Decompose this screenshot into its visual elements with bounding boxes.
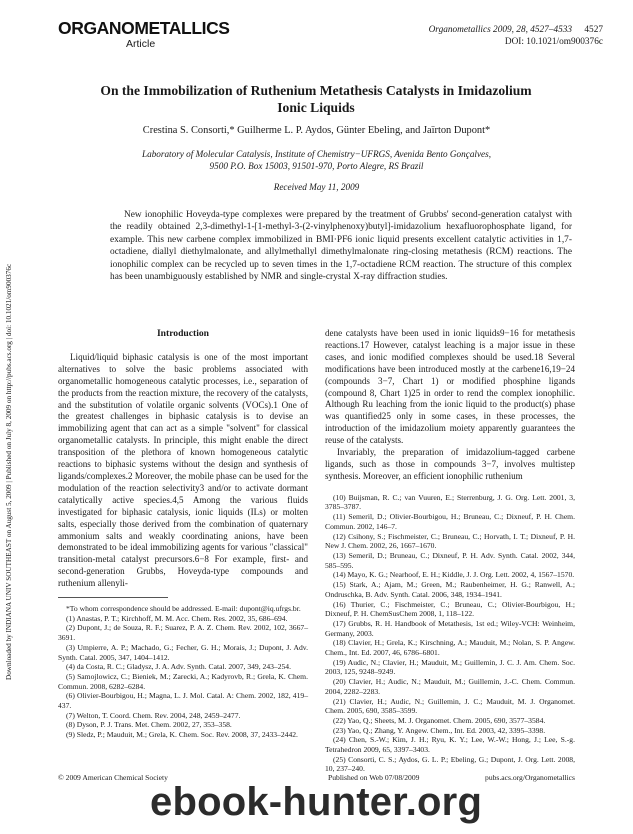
reference-item: (22) Yao, Q.; Sheets, M. J. Organomet. Chem. 2005, 690, 3577–3584. bbox=[333, 715, 546, 725]
doi-line: DOI: 10.1021/om900376c bbox=[504, 37, 603, 47]
reference-item: (25) Consorti, C. S.; Aydos, G. L. P.; Ebeling, G.; Dupont, J. Org. Lett. 2008, 10, 237–240. bbox=[325, 754, 575, 774]
reference-item: (13) Semeril, D.; Bruneau, C.; Dixneuf, P. H. Adv. Synth. Catal. 2002, 344, 585–595. bbox=[325, 551, 575, 570]
right-body-text-2: Invariably, the preparation of imidazolium-tagged carbene ligands, such as those in compounds 3−7, involves multistep synthesis. Moreover, an efficient ionophilic ruthenium bbox=[325, 447, 575, 481]
reference-item: (18) Clavier, H.; Grela, K.; Kirschning, A.; Mauduit, M.; Nolan, S. P. Angew. Chem., Int. Ed. 2007, 46, 6786–6801. bbox=[325, 638, 575, 658]
reference-item: (7) Welton, T. Coord. Chem. Rev. 2004, 248, 2459–2477. bbox=[66, 710, 241, 720]
left-column bbox=[58, 328, 308, 740]
download-side-note-text: Downloaded by INDIANA UNIV SOUTHEAST on August 5, 2009 | Published on July 8, 2009 on http://pubs.acs.org | doi: 10.1021/om900376c bbox=[5, 263, 13, 680]
download-side-note bbox=[4, 263, 32, 680]
reference-item: (5) Samojlowicz, C.; Bieniek, M.; Zarecki, A.; Kadyrovb, R.; Grela, K. Chem. Commun. 2008, 6282–6284. bbox=[58, 671, 308, 691]
reference-item: (17) Grubbs, R. H. Handbook of Metathesis, 1st ed.; Wiley-VCH: Weinheim, Germany, 2003. bbox=[325, 618, 575, 638]
reference-item: (4) da Costa, R. C.; Gladysz, J. A. Adv. Synth. Catal. 2007, 349, 243–254. bbox=[66, 662, 291, 672]
right-column bbox=[325, 328, 575, 774]
reference-item: (8) Dyson, P. J. Trans. Met. Chem. 2002, 27, 353–358. bbox=[66, 720, 232, 730]
affiliation-line-2: 9500 P.O. Box 15003, 91501-970, Porto Alegre, RS Brazil bbox=[209, 160, 424, 171]
corresponding-author-note: *To whom correspondence should be addressed. E-mail: dupont@iq.ufrgs.br. bbox=[66, 604, 301, 614]
reference-item: (14) Mayo, K. G.; Nearhoof, E. H.; Kiddle, J. J. Org. Lett. 2002, 4, 1567–1570. bbox=[333, 570, 575, 580]
footnote-divider bbox=[58, 597, 168, 598]
journal-reference bbox=[429, 24, 603, 48]
reference-item: (15) Stark, A.; Ajam, M.; Green, M.; Raubenheimer, H. G.; Ranwell, A.; Ondruschka, B. Adv. Synth. Catal. 2006, 348, 1934–1941. bbox=[325, 580, 575, 599]
journal-citation: Organometallics 2009, 28, 4527–4533 bbox=[428, 25, 573, 35]
abstract-text: New ionophilic Hoveyda-type complexes were prepared by the treatment of Grubbs' second-generation catalyst with the readily obtained 2,3-dimethyl-1-[1-methyl-3-(2-vinylphenoxy)butyl]-imidazolium hexafluorophosphate ligand, for example. This new carbene complex immobilized in BMI·PF6 ionic liquid presents excellent catalytic activities in 1,7-octadiene, diallyl diethylmalonate, and allylmethallyl dimethylmalonate ring-closing metathesis (RCM) reactions. The ionophilic complex can be recycled up to seven times in the 1,7-octadiene RCM reaction. The structure of this complex has been unambiguously established by NMR and single-crystal X-ray diffraction studies. bbox=[110, 210, 572, 283]
affiliation-line-1: Laboratory of Molecular Catalysis, Institute of Chemistry−UFRGS, Avenida Bento Gonçalves, bbox=[142, 149, 491, 159]
reference-item: (10) Buijsman, R. C.; van Vuuren, E.; Sterrenburg, J. G. Org. Lett. 2001, 3, 3785–3787. bbox=[325, 492, 575, 512]
copyright-notice: © 2009 American Chemical Society bbox=[58, 773, 168, 782]
journal-logo bbox=[58, 18, 230, 56]
reference-item: (1) Anastas, P. T.; Kirchhoff, M. M. Acc. Chem. Res. 2002, 35, 686–694. bbox=[66, 613, 288, 623]
introduction-text: Liquid/liquid biphasic catalysis is one of the most important alternatives to solve the basic problems associated with organometallic homogeneous catalytic processes, i.e., separation of the products from the reaction mixture, the recovery of the catalysts, and the substitution of volatile organic solvents (VOCs).1 One of the greatest challenges in biphasic catalysis is to devise an immobilizing agent that can act as a simple "solvent" for classical organometallic catalysts. In principle, this might enable the direct transposition of the plethora of known homogeneous catalytic reactions to biphasic systems without the design and synthesis of ligands/complexes.2 Moreover, the mobile phase can be used for the modulation of the reaction selectivity3 and/or to activate dormant catalytically active species.4,5 Among the various fluids investigated for biphasic catalysis, ionic liquids (ILs) or molten salts, especially those derived from the combination of quaternary ammonium salts and weakly coordinating anions, have been demonstrated to be ideal immobilizing agents for various "classical" transition-metal catalyst precursors.6−8 For example, first- and second-generation Grubbs, Hoveyda-type compounds and ruthenium allenyli- bbox=[58, 351, 308, 589]
reference-item: (19) Audic, N.; Clavier, H.; Mauduit, M.; Guillemin, J. C. J. Am. Chem. Soc. 2003, 125, 9248–9249. bbox=[325, 657, 575, 677]
journal-logo-word: ORGANOMETALLICS bbox=[58, 18, 230, 38]
reference-item: (23) Yao, Q.; Zhang, Y. Angew. Chem., Int. Ed. 2003, 42, 3395–3398. bbox=[333, 725, 546, 735]
publication-date: Published on Web 07/08/2009 bbox=[328, 773, 420, 782]
reference-item: (11) Semeril, D.; Olivier-Bourbigou, H.; Bruneau, C.; Dixneuf, P. H. Chem. Commun. 2002, 146–7. bbox=[325, 512, 575, 531]
left-reference-list bbox=[58, 604, 308, 740]
reference-item: (12) Csihony, S.; Fischmeister, C.; Bruneau, C.; Horvath, I. T.; Dixneuf, P. H. New J. Chem. 2002, 26, 1667–1670. bbox=[325, 531, 575, 551]
reference-item: (3) Umpierre, A. P.; Machado, G.; Fecher, G. H.; Morais, J.; Dupont, J. Adv. Synth. Catal. 2005, 347, 1404–1412. bbox=[58, 642, 308, 662]
page-number: 4527 bbox=[584, 25, 603, 35]
reference-item: (16) Thurier, C.; Fischmeister, C.; Bruneau, C.; Olivier-Bourbigou, H.; Dixneuf, P. H. ChemSusChem 2008, 1, 118–122. bbox=[325, 599, 575, 619]
right-body-text-1: dene catalysts have been used in ionic liquids9−16 for metathesis reactions.17 However, catalyst leaching is a major issue in these cases, and ionic modified complexes should be used.18 Several modifications have been introduced mostly at the carbene16,19−24 (compounds 3−7, Chart 1) or modified phosphine ligands (compound 8, Chart 1)25 in order to rend the complex ionophilic. Although Ru leaching from the ionic liquid to the product(s) phase was quantified25 only in some cases, in these processes, the introduction of the imidazolium moiety apparently guarantees the reuse of the catalysts. bbox=[325, 328, 575, 446]
reference-item: (20) Clavier, H.; Audic, N.; Mauduit, M.; Guillemin, J.-C. Chem. Commun. 2004, 2282–2283. bbox=[325, 677, 575, 696]
received-date: Received May 11, 2009 bbox=[273, 182, 360, 192]
watermark: ebook-hunter.org bbox=[150, 780, 483, 824]
reference-item: (6) Olivier-Bourbigou, H.; Magna, L. J. Mol. Catal. A: Chem. 2002, 182, 419–437. bbox=[58, 691, 308, 711]
reference-item: (9) Sledz, P.; Mauduit, M.; Grela, K. Chem. Soc. Rev. 2008, 37, 2433–2442. bbox=[66, 730, 298, 740]
journal-url: pubs.acs.org/Organometallics bbox=[485, 773, 575, 782]
introduction-heading: Introduction bbox=[156, 328, 210, 339]
article-title: On the Immobilization of Ruthenium Metathesis Catalysts in Imidazolium Ionic Liquids bbox=[100, 83, 532, 115]
reference-item: (2) Dupont, J.; de Souza, R. F.; Suarez, P. A. Z. Chem. Rev. 2002, 102, 3667–3691. bbox=[58, 623, 308, 643]
right-reference-list bbox=[325, 493, 575, 774]
abstract bbox=[110, 209, 572, 283]
affiliation bbox=[60, 149, 573, 172]
journal-logo-sub: Article bbox=[126, 38, 156, 50]
reference-item: (21) Clavier, H.; Audic, N.; Guillemin, J. C.; Mauduit, M. J. Organomet. Chem. 2005, 690, 3585–3599. bbox=[325, 696, 575, 716]
author-list: Crestina S. Consorti,* Guilherme L. P. Aydos, Günter Ebeling, and Jaïrton Dupont* bbox=[142, 125, 491, 136]
reference-item: (24) Chen, S.-W.; Kim, J. H.; Ryu, K. Y.; Lee, W.-W.; Hong, J.; Lee, S.-g. Tetrahedron 2009, 65, 3397–3403. bbox=[325, 735, 575, 755]
